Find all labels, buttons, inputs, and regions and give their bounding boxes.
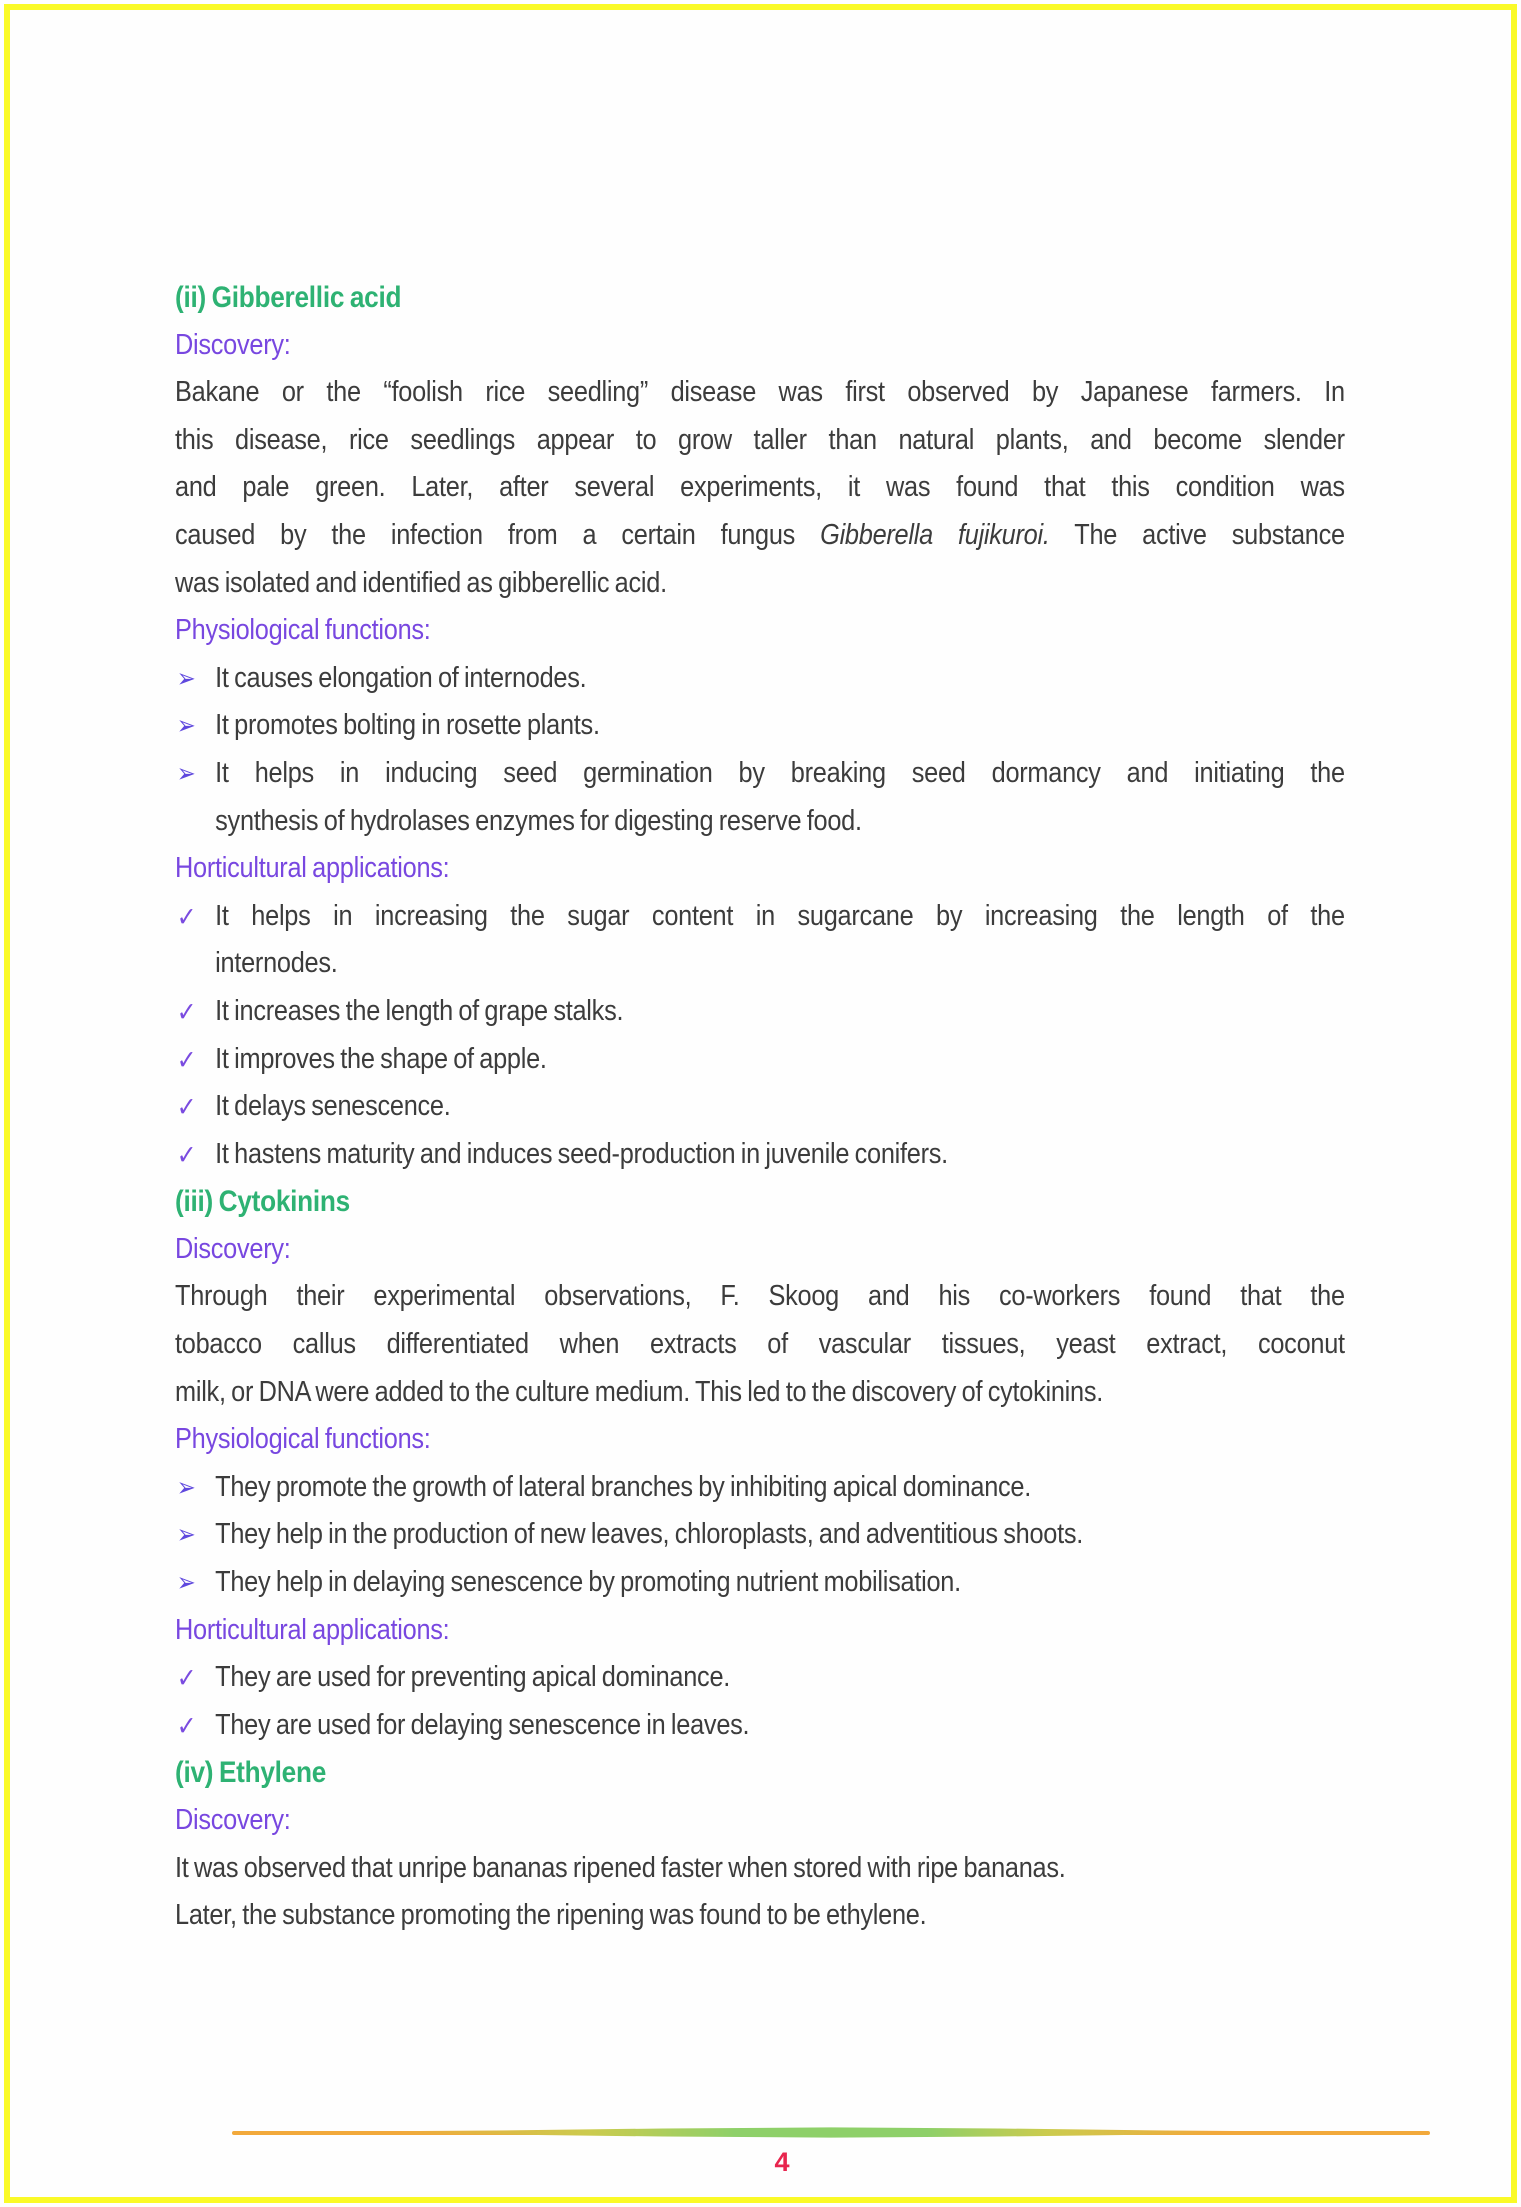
- text-run: It was observed that unripe bananas ripened faster when stored with ripe bananas.: [175, 1851, 1066, 1884]
- text-run: Later, the substance promoting the ripening was found to be ethylene.: [175, 1899, 927, 1932]
- list-item: [175, 702, 1345, 750]
- text-line: [175, 1892, 1345, 1940]
- list-item-text: [215, 655, 1345, 703]
- arrowhead-right-icon: ➢: [176, 1568, 196, 1599]
- text-line: [215, 1131, 1345, 1179]
- text-run: They are used for delaying senescence in leaves.: [215, 1708, 750, 1741]
- text-line: [215, 1654, 1345, 1702]
- list-item-text: [215, 1654, 1345, 1702]
- arrowhead-right-icon: ➢: [176, 758, 196, 789]
- text-line: [215, 702, 1345, 750]
- text-line: [175, 1321, 1345, 1369]
- arrowhead-right-icon: ➢: [176, 711, 196, 742]
- text-line: [215, 1036, 1345, 1084]
- text-run: It improves the shape of apple.: [215, 1042, 547, 1075]
- text-line: [175, 464, 1345, 512]
- checkmark-icon: ✓: [176, 1139, 197, 1171]
- text-run: It helps in inducing seed germination by breaking seed dormancy and initiating the: [215, 756, 1345, 789]
- sub-heading: Physiological functions:: [175, 614, 431, 647]
- arrowhead-right-icon: ➢: [176, 663, 196, 694]
- text-run: They promote the growth of lateral branches by inhibiting apical dominance.: [215, 1470, 1032, 1503]
- list-item: [175, 655, 1345, 703]
- list-item: [175, 1511, 1345, 1559]
- text-line: [215, 893, 1345, 941]
- checkmark-icon: ✓: [176, 1092, 197, 1124]
- list-item: [175, 1036, 1345, 1084]
- list-item-text: [215, 1083, 1345, 1131]
- text-line: [215, 1464, 1345, 1512]
- checkmark-icon: ✓: [176, 1044, 197, 1076]
- sub-heading: Horticultural applications:: [175, 852, 450, 885]
- text-line: [215, 940, 1345, 988]
- text-line: [215, 988, 1345, 1036]
- text-run: It delays senescence.: [215, 1090, 451, 1123]
- list-item: [175, 1702, 1345, 1750]
- list-item: [175, 1559, 1345, 1607]
- page-number: 4: [774, 2147, 790, 2177]
- list-item-text: [215, 988, 1345, 1036]
- sub-heading: Horticultural applications:: [175, 1613, 450, 1646]
- list-item: [175, 1131, 1345, 1179]
- footer-divider-gradient: [232, 2126, 1430, 2139]
- text-run: tobacco callus differentiated when extracts of vascular tissues, yeast extract, coconut: [175, 1328, 1345, 1361]
- text-line: [175, 369, 1345, 417]
- list-item-text: [215, 1131, 1345, 1179]
- text-line: [215, 1702, 1345, 1750]
- checkmark-icon: ✓: [176, 1663, 197, 1695]
- text-run: milk, or DNA were added to the culture medium. This led to the discovery of cytokinins.: [175, 1375, 1104, 1408]
- text-run: They help in the production of new leaves, chloroplasts, and adventitious shoots.: [215, 1518, 1084, 1551]
- list-item-text: [215, 750, 1345, 845]
- text-run: this disease, rice seedlings appear to grow taller than natural plants, and become slender: [175, 423, 1345, 456]
- sub-heading: Discovery:: [175, 1232, 291, 1265]
- text-run: caused by the infection from a certain fungus: [175, 518, 821, 551]
- text-run: It increases the length of grape stalks.: [215, 994, 624, 1027]
- text-line: [175, 417, 1345, 465]
- text-line: [215, 1511, 1345, 1559]
- list-item-text: [215, 1511, 1345, 1559]
- arrowhead-right-icon: ➢: [176, 1520, 196, 1551]
- list-item: [175, 988, 1345, 1036]
- checkmark-icon: ✓: [176, 996, 197, 1028]
- list-item: [175, 1654, 1345, 1702]
- text-run: It promotes bolting in rosette plants.: [215, 709, 600, 742]
- italic-text: Gibberella fujikuroi.: [820, 518, 1050, 551]
- list-item-text: [215, 1464, 1345, 1512]
- list-item: [175, 1083, 1345, 1131]
- checkmark-icon: ✓: [176, 901, 197, 933]
- text-run: It helps in increasing the sugar content in sugarcane by increasing the length of the: [215, 899, 1345, 932]
- text-line: [175, 1273, 1345, 1321]
- text-run: It causes elongation of internodes.: [215, 661, 587, 694]
- text-run: The active substance: [1049, 518, 1345, 551]
- text-run: It hastens maturity and induces seed-production in juvenile conifers.: [215, 1137, 948, 1170]
- list-item-text: [215, 893, 1345, 988]
- text-line: [175, 560, 1345, 608]
- text-run: internodes.: [215, 947, 338, 980]
- text-line: [215, 1559, 1345, 1607]
- checkmark-icon: ✓: [176, 1710, 197, 1742]
- list-item: [175, 893, 1345, 988]
- text-run: They are used for preventing apical dominance.: [215, 1661, 731, 1694]
- list-item: [175, 1464, 1345, 1512]
- section-heading: (iii) Cytokinins: [175, 1185, 350, 1219]
- paragraph: [175, 1845, 1345, 1940]
- paragraph: [175, 1273, 1345, 1416]
- text-line: [215, 1083, 1345, 1131]
- sub-heading: Physiological functions:: [175, 1423, 431, 1456]
- section-heading: (iv) Ethylene: [175, 1756, 327, 1790]
- text-run: and pale green. Later, after several experiments, it was found that this condition was: [175, 471, 1345, 504]
- section-heading: (ii) Gibberellic acid: [175, 281, 402, 314]
- sub-heading: Discovery:: [175, 1804, 291, 1836]
- list-item-text: [215, 702, 1345, 750]
- document-content: [175, 274, 1345, 1940]
- text-line: [175, 1369, 1345, 1417]
- text-run: They help in delaying senescence by promoting nutrient mobilisation.: [215, 1566, 961, 1599]
- list-item: [175, 750, 1345, 845]
- footer-divider: [232, 2126, 1430, 2139]
- text-line: [215, 750, 1345, 798]
- text-line: [175, 1845, 1345, 1893]
- list-item-text: [215, 1559, 1345, 1607]
- sub-heading: Discovery:: [175, 328, 291, 361]
- text-run: Through their experimental observations, F. Skoog and his co-workers found that the: [175, 1280, 1345, 1313]
- text-line: [175, 512, 1345, 560]
- list-item-text: [215, 1036, 1345, 1084]
- list-item-text: [215, 1702, 1345, 1750]
- arrowhead-right-icon: ➢: [176, 1472, 196, 1503]
- text-run: was isolated and identified as gibberellic acid.: [175, 566, 667, 599]
- text-run: synthesis of hydrolases enzymes for digesting reserve food.: [215, 804, 862, 837]
- text-line: [215, 798, 1345, 846]
- paragraph: [175, 369, 1345, 607]
- text-run: Bakane or the “foolish rice seedling” disease was first observed by Japanese farmers. In: [175, 376, 1345, 409]
- text-line: [215, 655, 1345, 703]
